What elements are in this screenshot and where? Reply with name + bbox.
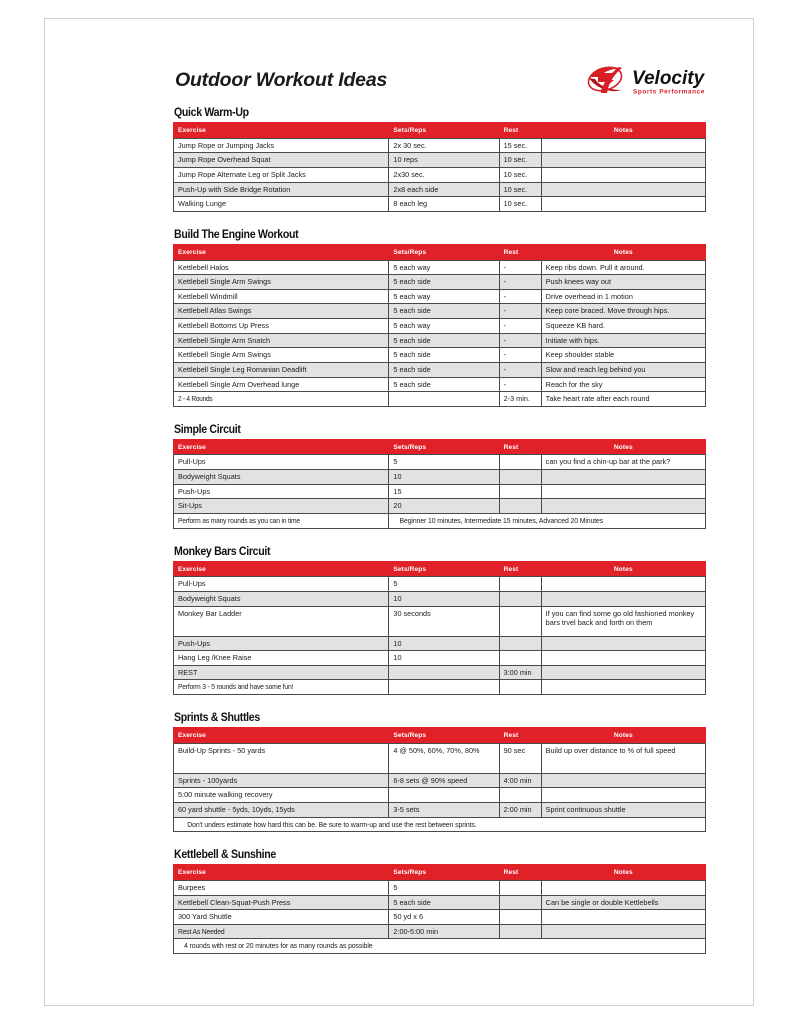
cell-rest: 3:00 min [499, 665, 541, 680]
table-row [174, 651, 706, 666]
table-row [174, 377, 706, 392]
cell-rest: - [499, 304, 541, 319]
cell-notes: Reach for the sky [541, 377, 705, 392]
cell-notes [541, 484, 705, 499]
cell-exercise: Walking Lunge [174, 197, 389, 212]
cell-exercise: REST [174, 665, 389, 680]
table-header-row [174, 439, 706, 455]
cell-notes [541, 167, 705, 182]
cell-notes [541, 651, 705, 666]
cell-notes [541, 924, 705, 939]
cell-rest [499, 924, 541, 939]
cell-rest [499, 651, 541, 666]
cell-exercise: Sprints - 100yards [174, 773, 389, 788]
summary-span-row [174, 513, 706, 528]
cell-exercise: Monkey Bar Ladder [174, 606, 389, 636]
cell-sets-reps [389, 665, 499, 680]
logo-brand-text: Velocity [632, 68, 705, 89]
workout-section [173, 107, 706, 212]
cell-exercise: Kettlebell Clean-Squat-Push Press [174, 895, 389, 910]
cell-exercise: Kettlebell Single Arm Snatch [174, 333, 389, 348]
column-header-exercise: Exercise [174, 439, 389, 455]
cell-exercise: Jump Rope Alternate Leg or Split Jacks [174, 167, 389, 182]
table-row [174, 606, 706, 636]
table-row [174, 880, 706, 895]
table-row [174, 362, 706, 377]
cell-sets-reps: 5 each side [389, 377, 499, 392]
workout-table [173, 864, 706, 954]
cell-exercise: Kettlebell Atlas Swings [174, 304, 389, 319]
table-row [174, 895, 706, 910]
summary-span-label: Perform as many rounds as you can in time [174, 513, 389, 528]
cell-rest [499, 606, 541, 636]
column-header-notes: Notes [541, 561, 705, 577]
table-row [174, 470, 706, 485]
table-row [174, 289, 706, 304]
table-row [174, 773, 706, 788]
cell-exercise: Push-Ups [174, 636, 389, 651]
cell-sets-reps: 30 seconds [389, 606, 499, 636]
cell-exercise: 5:00 minute walking recovery [174, 788, 389, 803]
summary-rest: 2-3 min. [499, 392, 541, 407]
cell-sets-reps: 2x8 each side [389, 182, 499, 197]
workout-section [173, 424, 706, 529]
workout-section [173, 849, 706, 954]
page-title: Outdoor Workout Ideas [175, 69, 388, 91]
section-title: Simple Circuit [174, 423, 241, 436]
cell-sets-reps: 10 [389, 470, 499, 485]
table-row [174, 924, 706, 939]
table-row [174, 182, 706, 197]
cell-rest [499, 788, 541, 803]
cell-rest: - [499, 348, 541, 363]
column-header-sets-reps: Sets/Reps [389, 123, 499, 139]
cell-sets-reps: 20 [389, 499, 499, 514]
section-title: Sprints & Shuttles [174, 712, 260, 725]
table-row [174, 499, 706, 514]
cell-rest [499, 455, 541, 470]
footer-note-row [174, 939, 706, 954]
table-row [174, 333, 706, 348]
cell-rest [499, 499, 541, 514]
table-row [174, 153, 706, 168]
cell-sets-reps: 5 each side [389, 333, 499, 348]
column-header-sets-reps: Sets/Reps [389, 865, 499, 881]
table-row [174, 803, 706, 818]
cell-sets-reps: 5 [389, 455, 499, 470]
cell-exercise: Kettlebell Halos [174, 260, 389, 275]
cell-rest: 2:00 min [499, 803, 541, 818]
summary-row [174, 392, 706, 407]
cell-exercise: Kettlebell Single Leg Romanian Deadlift [174, 362, 389, 377]
cell-exercise: Hang Leg /Knee Raise [174, 651, 389, 666]
cell-notes: Can be single or double Kettlebells [541, 895, 705, 910]
cell-rest: 10 sec. [499, 182, 541, 197]
cell-rest: 15 sec. [499, 138, 541, 153]
cell-rest [499, 577, 541, 592]
cell-exercise: 300 Yard Shuttle [174, 910, 389, 925]
cell-rest: - [499, 333, 541, 348]
summary-sets [389, 680, 499, 695]
cell-exercise: Kettlebell Single Arm Overhead lunge [174, 377, 389, 392]
cell-notes: Squeeze KB hard. [541, 319, 705, 334]
column-header-exercise: Exercise [174, 561, 389, 577]
workout-table [173, 727, 706, 832]
cell-notes [541, 665, 705, 680]
cell-exercise: Jump Rope Overhead Squat [174, 153, 389, 168]
workout-table [173, 122, 706, 212]
table-row [174, 636, 706, 651]
logo-tagline-text: Sports Performance [633, 88, 705, 96]
cell-notes [541, 636, 705, 651]
cell-rest: 10 sec. [499, 153, 541, 168]
cell-notes: Slow and reach leg behind you [541, 362, 705, 377]
cell-rest [499, 484, 541, 499]
table-row [174, 455, 706, 470]
cell-sets-reps: 5 each way [389, 319, 499, 334]
cell-exercise: Burpees [174, 880, 389, 895]
column-header-exercise: Exercise [174, 728, 389, 744]
summary-row [174, 680, 706, 695]
cell-sets-reps: 15 [389, 484, 499, 499]
column-header-notes: Notes [541, 865, 705, 881]
cell-rest [499, 910, 541, 925]
cell-exercise: Bodyweight Squats [174, 591, 389, 606]
cell-sets-reps: 5 each side [389, 362, 499, 377]
footer-note-row [174, 817, 706, 832]
cell-notes [541, 182, 705, 197]
section-title: Quick Warm-Up [174, 107, 249, 119]
workout-section [173, 229, 706, 407]
cell-rest: - [499, 260, 541, 275]
cell-rest: 90 sec [499, 743, 541, 773]
table-row [174, 591, 706, 606]
cell-sets-reps: 5 each side [389, 304, 499, 319]
cell-sets-reps: 4 @ 50%, 60%, 70%, 80% [389, 743, 499, 773]
cell-notes [541, 773, 705, 788]
cell-rest: - [499, 275, 541, 290]
column-header-sets-reps: Sets/Reps [389, 439, 499, 455]
table-row [174, 319, 706, 334]
column-header-rest: Rest [499, 244, 541, 260]
cell-notes [541, 910, 705, 925]
cell-notes: If you can find some go old fashioned monkey bars trvel back and forth on them [541, 606, 705, 636]
cell-rest [499, 895, 541, 910]
cell-sets-reps: 10 [389, 651, 499, 666]
cell-exercise: Push-Up with Side Bridge Rotation [174, 182, 389, 197]
table-header-row [174, 728, 706, 744]
cell-sets-reps: 10 [389, 591, 499, 606]
column-header-sets-reps: Sets/Reps [389, 728, 499, 744]
cell-notes: Initiate with hips. [541, 333, 705, 348]
cell-exercise: Bodyweight Squats [174, 470, 389, 485]
cell-rest [499, 591, 541, 606]
table-row [174, 910, 706, 925]
column-header-sets-reps: Sets/Reps [389, 244, 499, 260]
swoosh-v-mark [586, 63, 625, 94]
cell-sets-reps: 2x 30 sec. [389, 138, 499, 153]
table-row [174, 788, 706, 803]
cell-sets-reps: 3-5 sets [389, 803, 499, 818]
cell-rest: - [499, 377, 541, 392]
footer-note: Don't unders estimate how hard this can be. Be sure to warm-up and use the rest between sprints. [174, 817, 706, 832]
table-row [174, 743, 706, 773]
column-header-exercise: Exercise [174, 244, 389, 260]
cell-exercise: Sit-Ups [174, 499, 389, 514]
cell-rest [499, 880, 541, 895]
cell-sets-reps: 5 each side [389, 348, 499, 363]
cell-sets-reps: 10 [389, 636, 499, 651]
table-header-row [174, 123, 706, 139]
summary-label: 2 - 4 Rounds [174, 392, 389, 407]
cell-exercise: Rest As Needed [174, 924, 389, 939]
table-row [174, 138, 706, 153]
cell-notes [541, 499, 705, 514]
cell-rest [499, 636, 541, 651]
table-header-row [174, 561, 706, 577]
cell-rest: - [499, 289, 541, 304]
cell-rest: - [499, 362, 541, 377]
table-row [174, 348, 706, 363]
section-title: Build The Engine Workout [174, 228, 299, 241]
cell-exercise: Kettlebell Single Arm Swings [174, 275, 389, 290]
cell-sets-reps: 10 reps [389, 153, 499, 168]
column-header-exercise: Exercise [174, 865, 389, 881]
cell-notes [541, 577, 705, 592]
summary-label: Perform 3 - 5 rounds and have some fun! [174, 680, 389, 695]
table-row [174, 167, 706, 182]
table-row [174, 275, 706, 290]
cell-notes [541, 197, 705, 212]
document-header [173, 59, 706, 107]
table-row [174, 577, 706, 592]
cell-exercise: Pull-Ups [174, 455, 389, 470]
cell-notes [541, 788, 705, 803]
column-header-notes: Notes [541, 439, 705, 455]
cell-exercise: Kettlebell Bottoms Up Press [174, 319, 389, 334]
workout-table [173, 244, 706, 407]
cell-notes: Keep core braced. Move through hips. [541, 304, 705, 319]
cell-exercise: Build-Up Sprints - 50 yards [174, 743, 389, 773]
cell-notes [541, 880, 705, 895]
cell-sets-reps: 5 [389, 577, 499, 592]
workout-table [173, 561, 706, 695]
table-row [174, 197, 706, 212]
table-row [174, 304, 706, 319]
cell-sets-reps: 5 each side [389, 275, 499, 290]
column-header-rest: Rest [499, 123, 541, 139]
column-header-rest: Rest [499, 439, 541, 455]
column-header-rest: Rest [499, 728, 541, 744]
cell-notes [541, 591, 705, 606]
cell-notes: Sprint continuous shuttle [541, 803, 705, 818]
cell-rest: 10 sec. [499, 167, 541, 182]
cell-notes: Keep shoulder stable [541, 348, 705, 363]
summary-span-detail: Beginner 10 minutes, Intermediate 15 minutes, Advanced 20 Minutes [389, 513, 706, 528]
workout-section [173, 712, 706, 832]
cell-exercise: Kettlebell Single Arm Swings [174, 348, 389, 363]
cell-exercise: Pull-Ups [174, 577, 389, 592]
document-content [173, 59, 706, 971]
cell-rest: - [499, 319, 541, 334]
velocity-logo [586, 62, 710, 104]
column-header-notes: Notes [541, 244, 705, 260]
cell-exercise: Jump Rope or Jumping Jacks [174, 138, 389, 153]
summary-notes: Take heart rate after each round [541, 392, 705, 407]
cell-sets-reps: 5 each side [389, 895, 499, 910]
cell-exercise: Kettlebell Windmill [174, 289, 389, 304]
cell-sets-reps: 50 yd x 6 [389, 910, 499, 925]
footer-note: 4 rounds with rest or 20 minutes for as many rounds as possible [174, 939, 706, 954]
cell-notes [541, 138, 705, 153]
cell-rest [499, 470, 541, 485]
workout-sections [173, 107, 706, 954]
logo-svg [586, 62, 710, 104]
summary-sets [389, 392, 499, 407]
cell-exercise: Push-Ups [174, 484, 389, 499]
column-header-rest: Rest [499, 561, 541, 577]
cell-notes: Build up over distance to % of full speed [541, 743, 705, 773]
cell-sets-reps: 8 each leg [389, 197, 499, 212]
table-row [174, 484, 706, 499]
cell-notes: can you find a chin-up bar at the park? [541, 455, 705, 470]
table-header-row [174, 244, 706, 260]
cell-notes [541, 153, 705, 168]
section-title: Kettlebell & Sunshine [174, 849, 277, 862]
table-header-row [174, 865, 706, 881]
workout-section [173, 546, 706, 695]
column-header-rest: Rest [499, 865, 541, 881]
column-header-exercise: Exercise [174, 123, 389, 139]
cell-sets-reps: 5 [389, 880, 499, 895]
cell-rest: 4:00 min [499, 773, 541, 788]
cell-notes: Drive overhead in 1 motion [541, 289, 705, 304]
workout-table [173, 439, 706, 529]
table-row [174, 260, 706, 275]
summary-notes [541, 680, 705, 695]
column-header-notes: Notes [541, 728, 705, 744]
summary-rest [499, 680, 541, 695]
table-row [174, 665, 706, 680]
cell-exercise: 60 yard shuttle - 5yds, 10yds, 15yds [174, 803, 389, 818]
cell-sets-reps: 2:00-5:00 min [389, 924, 499, 939]
cell-sets-reps: 5 each way [389, 260, 499, 275]
cell-notes [541, 470, 705, 485]
cell-sets-reps [389, 788, 499, 803]
section-title: Monkey Bars Circuit [174, 545, 271, 558]
cell-sets-reps: 2x30 sec. [389, 167, 499, 182]
cell-sets-reps: 6-8 sets @ 90% speed [389, 773, 499, 788]
cell-notes: Push knees way out [541, 275, 705, 290]
cell-sets-reps: 5 each way [389, 289, 499, 304]
column-header-notes: Notes [541, 123, 705, 139]
cell-notes: Keep ribs down. Pull it around. [541, 260, 705, 275]
column-header-sets-reps: Sets/Reps [389, 561, 499, 577]
cell-rest: 10 sec. [499, 197, 541, 212]
paper-sheet [44, 18, 754, 1006]
